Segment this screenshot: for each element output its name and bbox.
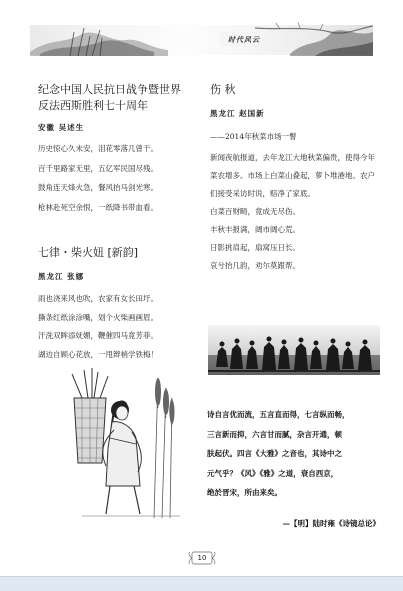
- poem-subtitle: ——2014年秋菜市场一瞥: [210, 132, 297, 141]
- poem-line: 汗洗双眸添妩媚，鞭催四马竟芳菲。: [38, 331, 158, 340]
- left-column: [38, 82, 198, 364]
- poem-preface: 新闻夜航报道，去年龙江大地秋菜偏贵，使得今年菜农增多。市场上白菜山叠起，萝卜堆港地。农户们接受采访时说，赔净了家底。: [210, 153, 375, 198]
- poem-line: 历史惊心久未安，泪花零落几曾干。: [38, 144, 158, 153]
- page-number: 10: [197, 554, 207, 562]
- poetics-quote: [207, 405, 377, 503]
- quote-line: 诗自言优而流，五言直而得，七言纵而畅，: [207, 410, 350, 419]
- poem-line: 丰秋丰报满，阔市阔心荒。: [210, 225, 300, 234]
- poem-block-firewood-girl: [38, 245, 198, 364]
- quote-line: 三言新而抑，六言甘而腻，杂言开通，顿: [207, 429, 342, 439]
- poem-body: [38, 290, 198, 364]
- girl-with-basket-illustration: [62, 368, 182, 522]
- column-label: 时代风云: [228, 35, 260, 44]
- right-column: [210, 82, 380, 275]
- header-banner: [30, 22, 373, 62]
- quote-line: 元气乎？《风》《雅》之道，衰自西京，: [207, 468, 339, 478]
- poem-line: 哀兮抬几韵，劝尔莫跟帮。: [210, 261, 300, 270]
- poem-line: 日影挑肩起，扇窝压日长。: [210, 243, 300, 252]
- poem-author: 黑龙江 张娜: [38, 272, 85, 281]
- quote-source: —【明】陆时雍《诗镜总论》: [282, 519, 380, 528]
- poem-title: 伤 秋: [210, 83, 236, 96]
- poem-author: 黑龙江 赵国新: [210, 109, 265, 118]
- page-number-frame: [187, 550, 217, 566]
- poem-author: 安徽 吴述生: [38, 123, 85, 132]
- poem-line: 雨也浇来风也吹，农家有女长田圩。: [38, 294, 158, 303]
- poem-body: [38, 139, 198, 217]
- poem-title-line-2: 反法西斯胜利七十周年: [38, 99, 148, 112]
- poem-line: 百千里路家无里，五亿军民国尽残。: [38, 163, 158, 173]
- poem-line: 白菜百财畸，竟成无尽伤。: [210, 207, 300, 216]
- poem-line: 鼓角连天烽火急，餐风抬马剑光寒。: [38, 183, 158, 192]
- poem-line: 枪林赴死空余恨，一纸降书带血看。: [38, 202, 158, 212]
- cavalry-silhouette-image: [208, 325, 380, 379]
- viewer-bottom-bar: [0, 576, 403, 591]
- poem-line: 湖边自顾心花放，一甩辫梢学铁梅！: [38, 349, 158, 359]
- poem-title-line-1: 纪念中国人民抗日战争暨世界: [38, 83, 181, 96]
- quote-line: 绝於晋宋，所由来矣。: [207, 488, 282, 497]
- ink-landscape-banner: [30, 22, 373, 62]
- poem-block-anniversary: [38, 82, 198, 217]
- quote-line: 肤起伏。四言《大雅》之音也，其诗中之: [207, 449, 342, 458]
- poem-line: 撕条红纸涂涂嘴，划个火柴画画眉。: [38, 312, 158, 322]
- poem-title: 七律・柴火妞 [新韵]: [38, 246, 139, 259]
